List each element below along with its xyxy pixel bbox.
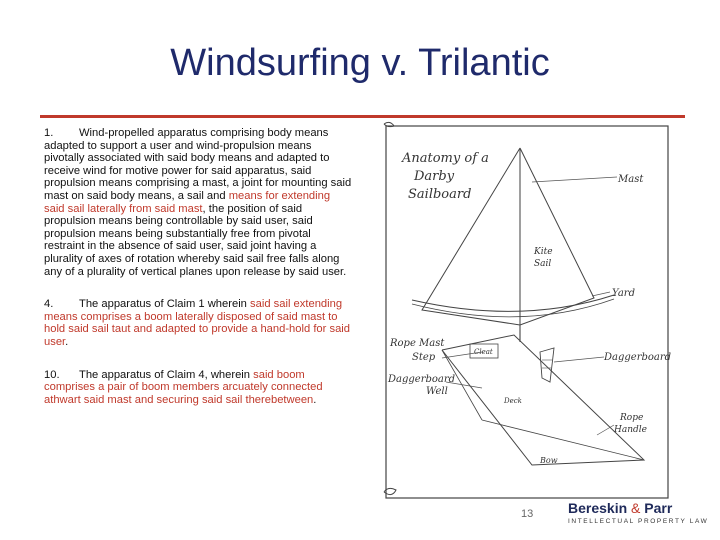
page-number: 13 bbox=[521, 508, 534, 520]
daggerboard-shape bbox=[540, 348, 554, 382]
logo-tagline: INTELLECTUAL PROPERTY LAW bbox=[568, 518, 709, 525]
label-yard: Yard bbox=[612, 288, 635, 299]
logo-name bbox=[568, 500, 698, 516]
slide-title: Windsurfing v. Trilantic bbox=[170, 42, 550, 84]
label-kite: Kite bbox=[534, 247, 553, 257]
label-cleat: Cleat bbox=[474, 348, 493, 356]
yard-boom bbox=[412, 295, 614, 311]
label-rope-handle-2: Handle bbox=[614, 425, 647, 435]
firm-logo bbox=[568, 500, 709, 525]
claim-highlight-text: means for extending said sail laterally from said mast bbox=[44, 189, 331, 215]
claim-number: 1. bbox=[44, 127, 54, 139]
claim-text: Wind-propelled apparatus comprising body means adapted to support a user and wind-propulsion means pivotally associated with said body means and adapted to receive wind for motive power for said apparatus, said propulsion means comprising a mast, a joint for mounting said mast on said body means, a sail and bbox=[44, 127, 352, 202]
label-daggerboard: Daggerboard bbox=[604, 352, 672, 363]
logo-ampersand: & bbox=[631, 500, 641, 516]
diagram-title-line1: Anatomy of a bbox=[402, 151, 489, 166]
label-mast: Mast bbox=[618, 174, 644, 185]
logo-name-part1: Bereskin bbox=[568, 500, 632, 516]
claim-paragraph bbox=[44, 369, 352, 407]
sailboard-diagram bbox=[382, 120, 672, 505]
claim-text: The apparatus of Claim 4, wherein bbox=[79, 368, 254, 381]
label-sail: Sail bbox=[534, 259, 552, 269]
label-rope-mast-1: Rope Mast bbox=[390, 338, 445, 349]
label-deck: Deck bbox=[504, 397, 522, 405]
claim-text: , the position of said propulsion means being controllable by said user, said propulsion means being substantially free from pivotal restraint in the absence of said user, said joint having a plurality of axes of rotation whereby said sail free falls along any of a plurality of vertical planes upon release by said user. bbox=[44, 202, 347, 278]
label-bow: Bow bbox=[540, 456, 558, 465]
claim-number: 4. bbox=[44, 298, 54, 311]
claim-text: . bbox=[313, 393, 317, 406]
diagram-title-line3: Sailboard bbox=[408, 187, 472, 202]
diagram-title-line2: Darby bbox=[414, 169, 455, 184]
title-divider bbox=[40, 115, 685, 118]
claim-number: 10. bbox=[44, 368, 60, 381]
claim-paragraph bbox=[44, 298, 352, 348]
claim-highlight-text: said sail extending means comprises a boom laterally disposed of said mast to hold said sail taut and adapted to provide a hand-hold for said user bbox=[44, 298, 351, 348]
claim-paragraph bbox=[44, 127, 352, 278]
label-rope-handle-1: Rope bbox=[620, 413, 644, 423]
claim-highlight-text: said boom comprises a pair of boom members arcuately connected athwart said mast and securing said sail therebetween bbox=[44, 368, 323, 406]
label-daggerboard-well-1: Daggerboard bbox=[388, 374, 456, 385]
label-rope-mast-2: Step bbox=[412, 352, 436, 363]
logo-name-part2: Parr bbox=[640, 500, 673, 516]
claim-text: The apparatus of Claim 1 wherein bbox=[79, 298, 251, 311]
label-daggerboard-well-2: Well bbox=[426, 386, 448, 397]
claim-text: . bbox=[65, 335, 69, 348]
claims-text bbox=[44, 127, 352, 426]
